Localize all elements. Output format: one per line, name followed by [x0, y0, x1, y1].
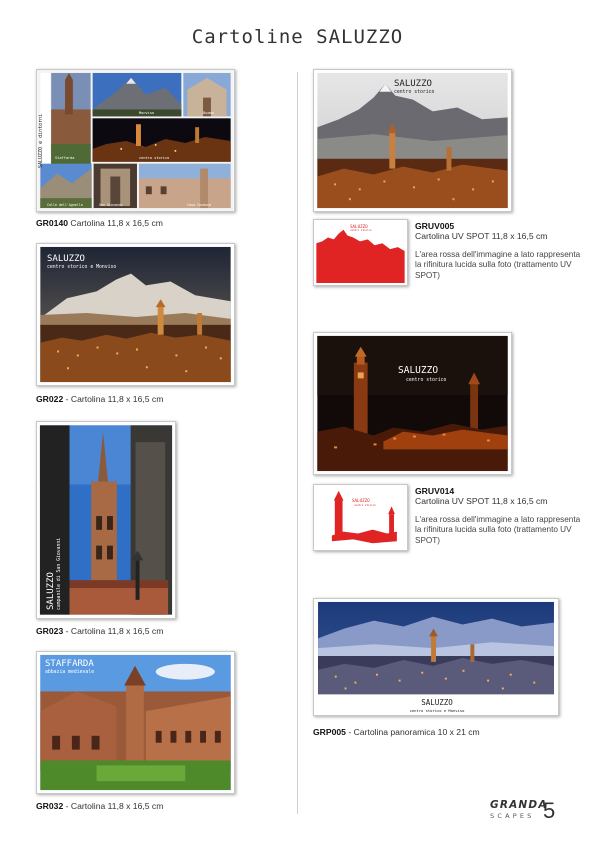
thumb-subtitle: centro storico [354, 504, 376, 507]
collage-label: San Giovanni [99, 203, 123, 207]
collage-label: Staffarda [55, 156, 75, 160]
collage-label: Duomo [203, 111, 214, 115]
postcard-title: SALUZZO [398, 365, 439, 376]
postcard-subtitle: abbazia medievale [45, 670, 95, 675]
uv-spot-mask [314, 485, 407, 550]
caption-gr0140 [36, 218, 163, 228]
product-code: GRUV005 [415, 221, 455, 231]
collage-vertical-title: SALUZZO e dintorni [38, 113, 44, 168]
postcard-saluzzo-notte[interactable] [313, 332, 512, 475]
product-code: GR023 [36, 626, 64, 636]
product-desc: - Cartolina 11,8 x 16,5 cm [63, 394, 164, 404]
product-desc: - Cartolina 11,8 x 16,5 cm [63, 801, 164, 811]
thumb-title: SALUZZO [350, 224, 368, 229]
uv-note: L'area rossa dell'immagine a lato rappresenta la rifinitura lucida sulla foto (trattamento UV SPOT) [415, 514, 581, 545]
uv-thumb-gruv005[interactable] [313, 219, 408, 286]
postcard-subtitle: centro storico e Monviso [47, 265, 117, 270]
thumb-title: SALUZZO [352, 498, 370, 503]
caption-gruv014 [415, 486, 585, 546]
postcard-title: SALUZZO [394, 79, 432, 89]
caption-gr032 [36, 801, 163, 811]
product-code: GRUV014 [415, 486, 455, 496]
product-desc: Cartolina UV SPOT 11,8 x 16,5 cm [415, 496, 548, 507]
caption-grp005 [313, 727, 480, 737]
postcard-subtitle: campanile di San Giovanni [57, 537, 62, 610]
postcard-subtitle: centro storico [406, 378, 447, 383]
product-desc: - Cartolina 11,8 x 16,5 cm [63, 626, 164, 636]
postcard-subtitle: centro storico [394, 90, 435, 95]
collage-label: centro storico [139, 156, 170, 160]
postcard-gr023[interactable] [36, 421, 176, 619]
postcard-title: SALUZZO [421, 698, 453, 707]
collage-label: Colle dell'Agnello [47, 203, 83, 207]
page-number: 5 [543, 798, 556, 823]
postcard-title: SALUZZO [47, 254, 85, 264]
product-desc: - Cartolina panoramica 10 x 21 cm [345, 727, 480, 737]
page-title: Cartoline SALUZZO [191, 26, 404, 48]
caption-gr023 [36, 626, 163, 636]
postcard-title: SALUZZO [46, 572, 56, 610]
product-code: GR0140 [36, 218, 69, 228]
postcard-title: STAFFARDA [45, 659, 94, 669]
product-code: GR032 [36, 801, 64, 811]
postcard-grp005[interactable] [313, 598, 559, 716]
brand-subname: SCAPES [490, 812, 535, 820]
collage-label: Monviso [139, 111, 155, 115]
brand-name: GRANDA [490, 799, 548, 811]
product-code: GR022 [36, 394, 64, 404]
caption-gruv005 [415, 221, 585, 281]
postcard-image [314, 333, 511, 474]
thumb-subtitle: centro storico [350, 229, 372, 232]
product-desc: Cartolina UV SPOT 11,8 x 16,5 cm [415, 231, 548, 242]
column-divider [297, 72, 298, 814]
product-desc: Cartolina 11,8 x 16,5 cm [68, 218, 163, 228]
collage-label: Casa Cavassa [187, 203, 211, 207]
uv-note: L'area rossa dell'immagine a lato rappresenta la rifinitura lucida sulla foto (trattamento UV SPOT) [415, 249, 581, 280]
postcard-gr032[interactable] [36, 651, 235, 794]
postcard-saluzzo-centro-storico[interactable] [313, 69, 512, 212]
postcard-subtitle: centro storico e Monviso [409, 708, 465, 713]
postcard-gr0140[interactable] [36, 69, 235, 212]
brand-logo [490, 799, 548, 820]
uv-thumb-gruv014[interactable] [313, 484, 408, 551]
product-code: GRP005 [313, 727, 346, 737]
postcard-gr022[interactable] [36, 243, 235, 386]
caption-gr022 [36, 394, 163, 404]
collage-image [37, 70, 234, 211]
